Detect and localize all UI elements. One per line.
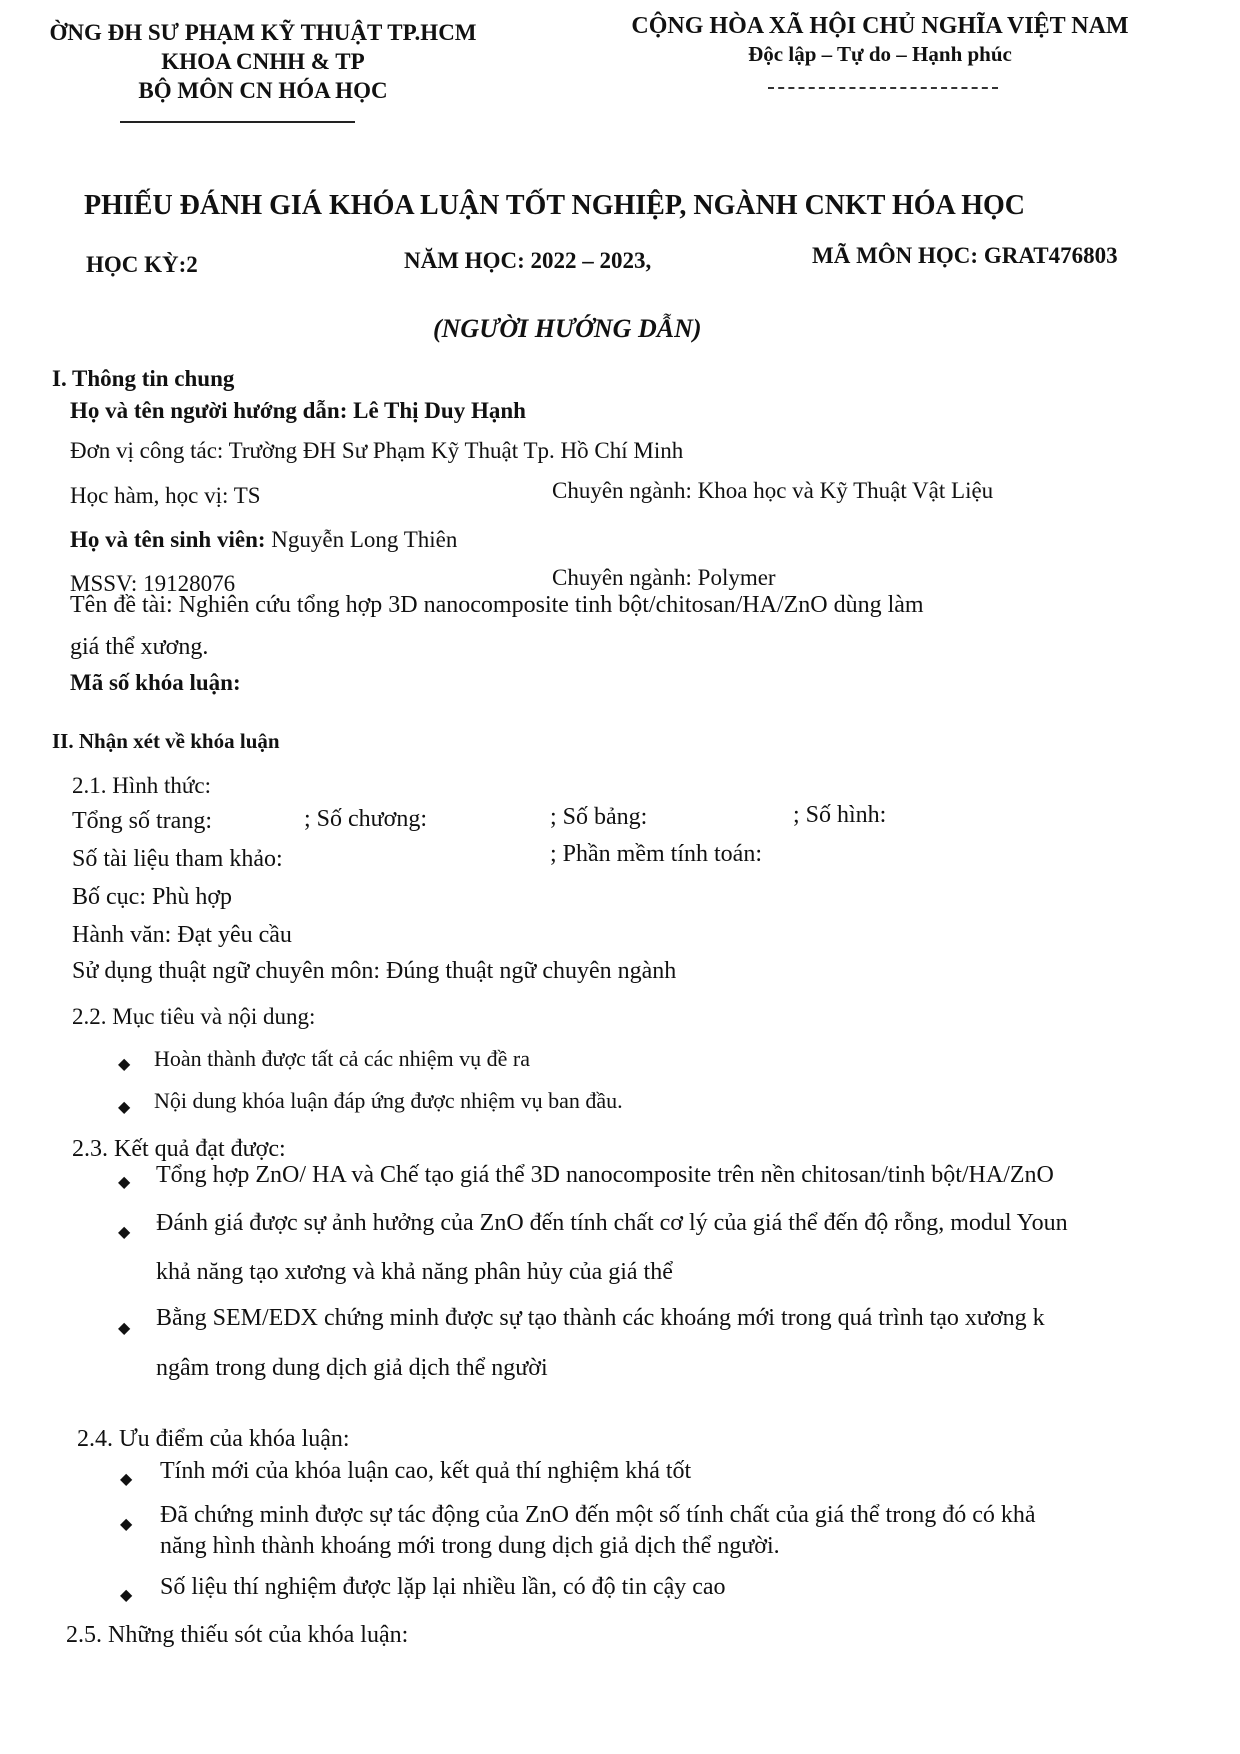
student-name: Nguyễn Long Thiên	[271, 527, 458, 552]
s23-item3-line1: Bằng SEM/EDX chứng minh được sự tạo thành các khoáng mới trong quá trình tạo xương k	[156, 1305, 1045, 1331]
header-national	[600, 12, 1160, 67]
advisor-name: Họ và tên người hướng dẫn: Lê Thị Duy Hạnh	[70, 398, 526, 423]
bullet-icon: ◆	[118, 1320, 131, 1337]
bullet-icon: ◆	[118, 1224, 131, 1241]
student-major: Chuyên ngành: Polymer	[552, 565, 776, 590]
s22-item: Hoàn thành được tất cả các nhiệm vụ đề ra	[154, 1046, 531, 1071]
header-university	[28, 18, 498, 105]
header-right-line1: CỘNG HÒA XÃ HỘI CHỦ NGHĨA VIỆT NAM	[631, 13, 1129, 39]
student-id: MSSV: 19128076	[70, 571, 236, 596]
bullet-icon: ◆	[118, 1099, 131, 1116]
s23-item2-line1: Đánh giá được sự ảnh hưởng của ZnO đến tính chất cơ lý của giá thể đến độ rỗng, modul Youn	[156, 1210, 1068, 1236]
student-row	[70, 527, 457, 553]
s21-chapters: ; Số chương:	[304, 806, 428, 832]
s24-item3: Số liệu thí nghiệm được lặp lại nhiều lần, có độ tin cậy cao	[160, 1574, 726, 1600]
s21-figures: ; Số hình:	[793, 802, 887, 828]
s22-title: 2.2. Mục tiêu và nội dung:	[72, 1004, 316, 1029]
form-title: PHIẾU ĐÁNH GIÁ KHÓA LUẬN TỐT NGHIỆP, NGÀNH CNKT HÓA HỌC	[84, 190, 1025, 221]
s23-item3-line2: ngâm trong dung dịch giả dịch thể người	[156, 1355, 548, 1381]
s21-software: ; Phần mềm tính toán:	[550, 841, 762, 867]
s23-title: 2.3. Kết quả đạt được:	[72, 1136, 286, 1162]
s24-title: 2.4. Ưu điểm của khóa luận:	[77, 1426, 350, 1452]
s23-item2-line2: khả năng tạo xương và khả năng phân hủy của giá thể	[156, 1259, 673, 1285]
bullet-icon: ◆	[118, 1056, 131, 1073]
header-left-line3: BỘ MÔN CN HÓA HỌC	[138, 78, 388, 103]
s24-item2-line2: năng hình thành khoáng mới trong dung dịch giả dịch thể người.	[160, 1533, 780, 1559]
workplace: Đơn vị công tác: Trường ĐH Sư Phạm Kỹ Thuật Tp. Hồ Chí Minh	[70, 438, 684, 463]
semester: HỌC KỲ:2	[86, 252, 198, 277]
s22-item: Nội dung khóa luận đáp ứng được nhiệm vụ ban đầu.	[154, 1088, 623, 1113]
s21-tables: ; Số bảng:	[550, 804, 648, 830]
s23-item1: Tổng hợp ZnO/ HA và Chế tạo giá thể 3D nanocomposite trên nền chitosan/tinh bột/HA/ZnO	[156, 1162, 1054, 1188]
topic-line2: giá thể xương.	[70, 634, 209, 660]
topic-line1: Tên đề tài: Nghiên cứu tổng hợp 3D nanocomposite tinh bột/chitosan/HA/ZnO dùng làm	[70, 592, 924, 618]
header-left-line2: KHOA CNHH & TP	[161, 49, 365, 74]
s21-layout: Bố cục: Phù hợp	[72, 884, 233, 910]
student-label: Họ và tên sinh viên:	[70, 527, 266, 552]
bullet-icon: ◆	[120, 1471, 133, 1488]
bullet-icon: ◆	[120, 1587, 133, 1604]
s21-pages: Tổng số trang:	[72, 808, 212, 834]
s21-terminology: Sử dụng thuật ngữ chuyên môn: Đúng thuật ngữ chuyên ngành	[72, 958, 677, 984]
s21-writing-style: Hành văn: Đạt yêu cầu	[72, 922, 292, 948]
thesis-code: Mã số khóa luận:	[70, 670, 241, 695]
header-left-divider	[120, 121, 355, 123]
bullet-icon: ◆	[120, 1516, 133, 1533]
s24-item1: Tính mới của khóa luận cao, kết quả thí nghiệm khá tốt	[160, 1458, 692, 1484]
header-right-line2: Độc lập – Tự do – Hạnh phúc	[748, 42, 1012, 66]
s21-title: 2.1. Hình thức:	[72, 773, 211, 798]
header-right-divider	[768, 87, 998, 89]
advisor-major: Chuyên ngành: Khoa học và Kỹ Thuật Vật Liệu	[552, 478, 994, 503]
s24-item2-line1: Đã chứng minh được sự tác động của ZnO đến một số tính chất của giá thể trong đó có khả	[160, 1502, 1036, 1528]
section2-heading: II. Nhận xét về khóa luận	[52, 729, 280, 753]
header-left-line1: ỜNG ĐH SƯ PHẠM KỸ THUẬT TP.HCM	[49, 20, 477, 45]
s21-references: Số tài liệu tham khảo:	[72, 846, 283, 872]
role-subtitle: (NGƯỜI HƯỚNG DẪN)	[433, 314, 702, 343]
school-year: NĂM HỌC: 2022 – 2023,	[404, 248, 652, 273]
s25-title: 2.5. Những thiếu sót của khóa luận:	[66, 1622, 409, 1648]
section1-heading: I. Thông tin chung	[52, 366, 235, 391]
course-code: MÃ MÔN HỌC: GRAT476803	[812, 243, 1118, 268]
bullet-icon: ◆	[118, 1174, 131, 1191]
academic-degree: Học hàm, học vị: TS	[70, 483, 261, 508]
